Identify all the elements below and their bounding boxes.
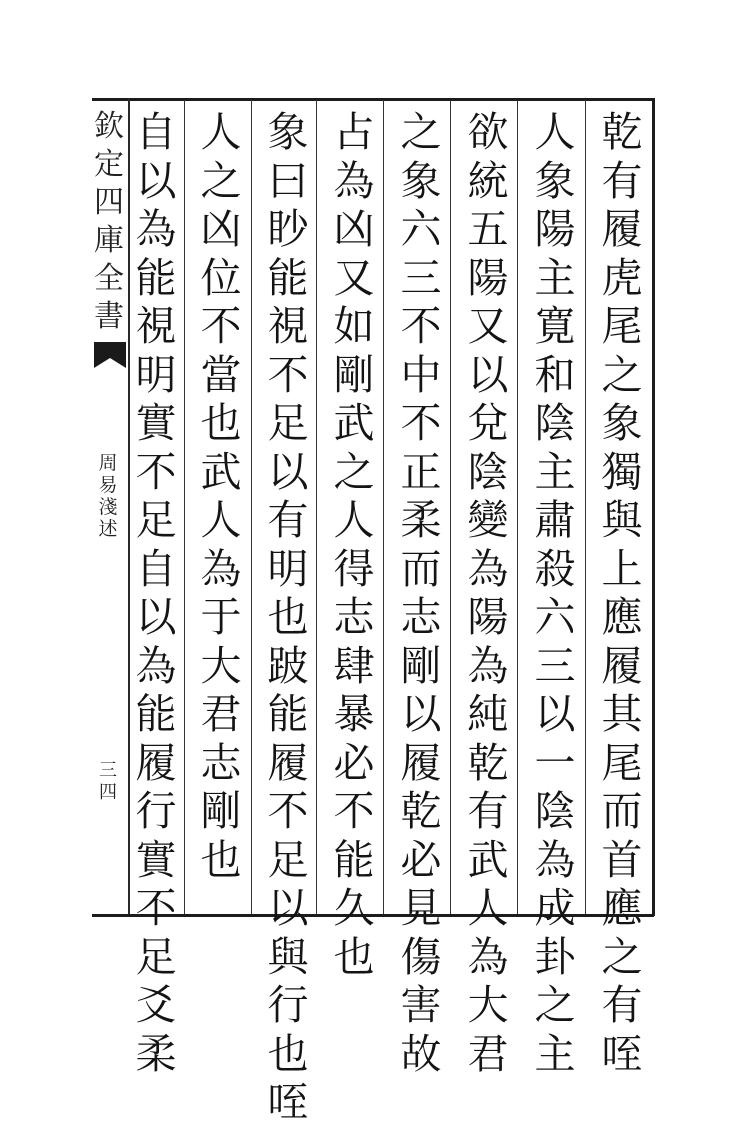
text-column-5: 占為凶又如剛武之人得志肆暴必不能久也 xyxy=(333,108,375,981)
column-rule xyxy=(517,100,518,914)
text-column-6: 象曰眇能視不足以有明也跛能履不足以與行也咥 xyxy=(267,108,309,1126)
text-column-8: 自以為能視明實不足自以為能履行實不足爻柔 xyxy=(135,108,177,1078)
column-rule xyxy=(585,100,586,914)
column-rule xyxy=(251,100,252,914)
column-rule xyxy=(184,100,185,914)
text-column-3: 欲統五陽又以兌陰變為陽為純乾有武人為大君 xyxy=(467,108,509,1078)
column-rule xyxy=(450,100,451,914)
text-column-2: 人象陽主寛和陰主肅殺六三以一陰為成卦之主 xyxy=(534,108,576,1078)
column-rule xyxy=(383,100,384,914)
frame-right-border xyxy=(652,98,655,916)
column-rule xyxy=(316,100,317,914)
fishtail-notch xyxy=(94,358,126,368)
text-column-7: 人之凶位不當也武人為于大君志剛也 xyxy=(200,108,242,884)
edge-book-title: 周易淺述 xyxy=(98,452,118,540)
edge-page-number: 三四 xyxy=(99,760,117,803)
text-column-4: 之象六三不中不正柔而志剛以履乾必見傷害故 xyxy=(400,108,442,1078)
text-column-1: 乾有履虎尾之象獨與上應履其尾而首應之有咥 xyxy=(601,108,643,1078)
edge-collection-title: 欽定四庫全書 xyxy=(94,109,124,334)
frame-top-border xyxy=(92,98,654,101)
